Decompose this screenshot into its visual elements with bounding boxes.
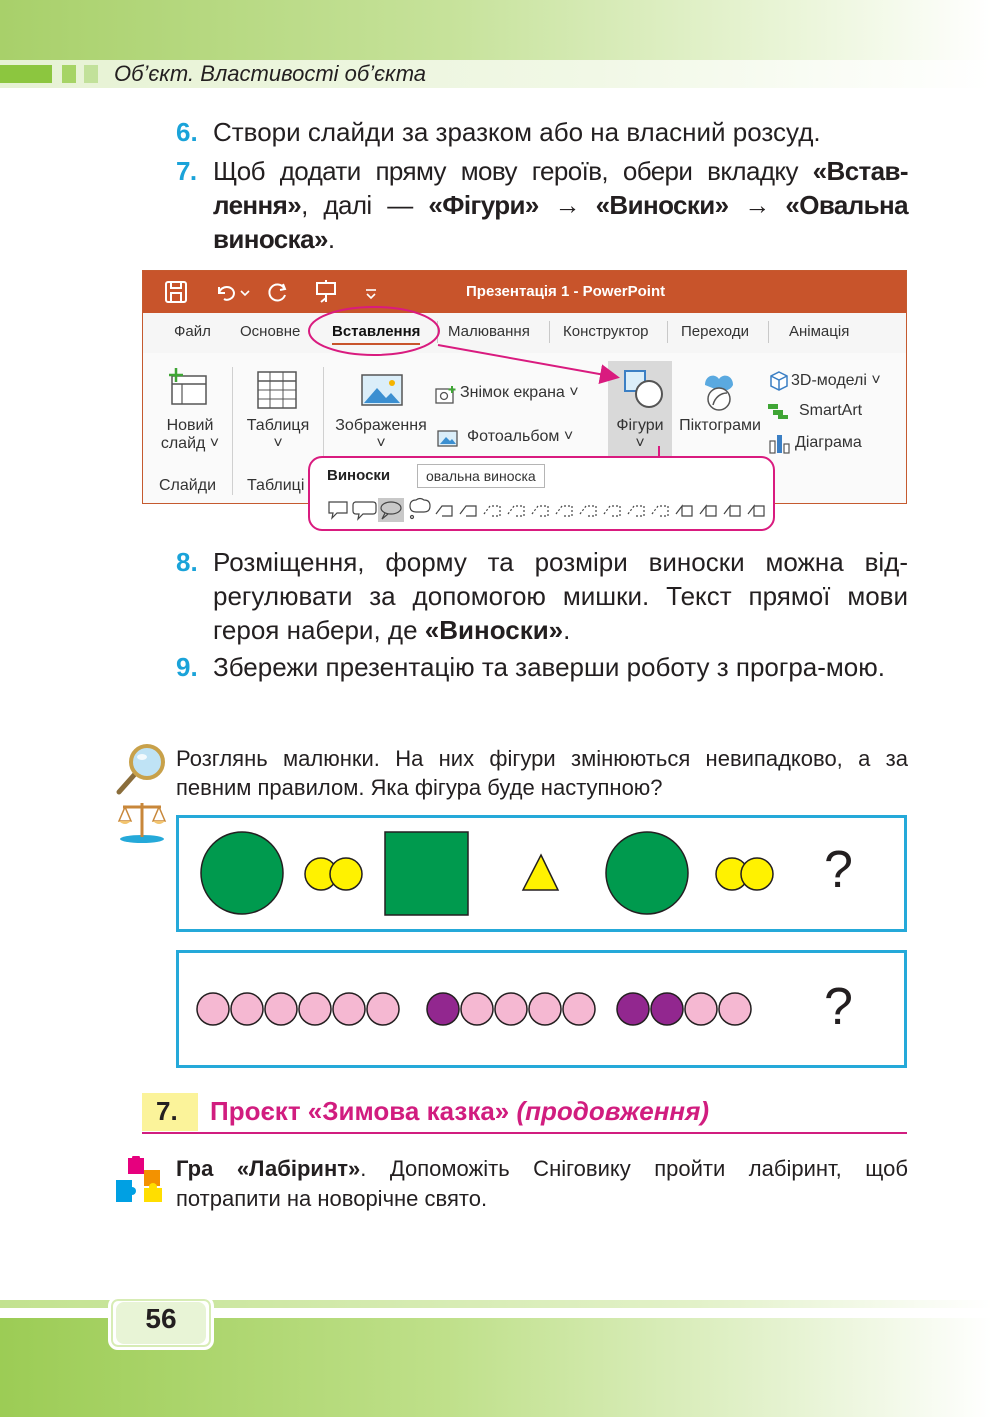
yellow-triangle <box>523 855 558 890</box>
chart-button[interactable]: Діаграма <box>795 434 862 451</box>
photo-album-button[interactable]: Фотоальбом ˅ <box>467 428 574 445</box>
tab-home[interactable]: Основне <box>240 323 301 340</box>
pink-bead <box>299 993 331 1025</box>
sequence-box-shapes <box>176 815 907 932</box>
purple-bead <box>427 993 459 1025</box>
green-square <box>385 832 468 915</box>
pink-bead <box>529 993 561 1025</box>
tab-file[interactable]: Файл <box>174 323 211 340</box>
tab-insert[interactable]: Вставлення <box>332 323 420 345</box>
step-number: 9. <box>176 652 198 682</box>
callouts-gallery <box>308 456 775 531</box>
pink-bead <box>685 993 717 1025</box>
pink-bead <box>495 993 527 1025</box>
pink-bead <box>333 993 365 1025</box>
gallery-title: Виноски <box>327 467 391 484</box>
shapes-button[interactable]: Фігури ˅ <box>616 417 664 452</box>
chapter-title: Об’єкт. Властивості об’єкта <box>114 61 427 86</box>
table-button[interactable]: Таблиця ˅ <box>246 417 310 452</box>
big-green-circle <box>201 832 283 914</box>
group-label-slides: Слайди <box>159 477 216 494</box>
step-9 <box>176 650 908 684</box>
arrow-to-shapes <box>438 345 616 377</box>
icons-button[interactable]: Піктограми <box>679 417 761 434</box>
bead-row <box>197 993 751 1025</box>
section-number: 7. <box>156 1096 178 1126</box>
new-slide-button[interactable]: Новий слайд ˅ <box>160 417 220 452</box>
big-green-circle <box>606 832 688 914</box>
step-8 <box>176 545 908 647</box>
step-text: Щоб додати пряму мову героїв, обери вкладку «Встав-лення», далі — «Фігури» → «Виноски» → «Овальна виноска». <box>213 156 909 254</box>
section-title: Проєкт «Зимова казка» (продовження) <box>210 1096 710 1126</box>
smartart-button[interactable]: SmartArt <box>799 402 863 419</box>
bead-sequence <box>179 953 904 1065</box>
shape-sequence <box>179 818 904 929</box>
scales-icon <box>117 797 167 845</box>
game-text: Гра «Лабіринт». Допоможіть Сніговику пройти лабіринт, щоб потрапити на новорічне свято. <box>176 1156 908 1211</box>
step-text: Збережи презентацію та заверши роботу з програ-мою. <box>213 652 885 682</box>
task-text: Розглянь малюнки. На них фігури змінюються невипадково, а за певним правилом. Яка фігура буде наступною? <box>176 746 908 800</box>
tab-transitions[interactable]: Переходи <box>681 323 749 340</box>
pink-bead <box>461 993 493 1025</box>
magnifier-icon <box>113 742 169 798</box>
pink-bead <box>719 993 751 1025</box>
pink-bead <box>231 993 263 1025</box>
group-label-tables: Таблиці <box>247 477 305 494</box>
window-title: Презентація 1 - PowerPoint <box>466 283 666 300</box>
yellow-circle <box>741 858 773 890</box>
section-underline <box>142 1132 907 1134</box>
yellow-circle <box>330 858 362 890</box>
purple-bead <box>617 993 649 1025</box>
purple-bead <box>651 993 683 1025</box>
step-text: Створи слайди за зразком або на власний розсуд. <box>213 117 821 147</box>
question-mark: ? <box>824 841 853 899</box>
screenshot-button[interactable]: Знімок екрана ˅ <box>460 384 579 401</box>
pink-bead <box>197 993 229 1025</box>
page-number: 56 <box>145 1303 177 1334</box>
step-number: 7. <box>176 156 197 186</box>
highlight-ellipse <box>309 307 439 355</box>
tab-draw[interactable]: Малювання <box>448 323 530 340</box>
tab-animations[interactable]: Анімація <box>789 323 850 340</box>
tab-design[interactable]: Конструктор <box>563 323 649 340</box>
3d-models-button[interactable]: 3D-моделі ˅ <box>791 372 881 389</box>
sequence-box-beads <box>176 950 907 1068</box>
step-number: 6. <box>176 117 198 147</box>
puzzle-icon <box>114 1156 166 1206</box>
images-button[interactable]: Зображення ˅ <box>335 417 427 452</box>
pink-bead <box>265 993 297 1025</box>
tooltip: овальна виноска <box>417 464 545 488</box>
question-mark: ? <box>824 978 853 1036</box>
pink-bead <box>367 993 399 1025</box>
pink-bead <box>563 993 595 1025</box>
step-text: Розміщення, форму та розміри виноски можна від-регулювати за допомогою мишки. Текст прямої мови героя набери, де «Виноски». <box>213 547 908 645</box>
step-number: 8. <box>176 547 198 577</box>
callout-shapes-row <box>326 496 766 522</box>
